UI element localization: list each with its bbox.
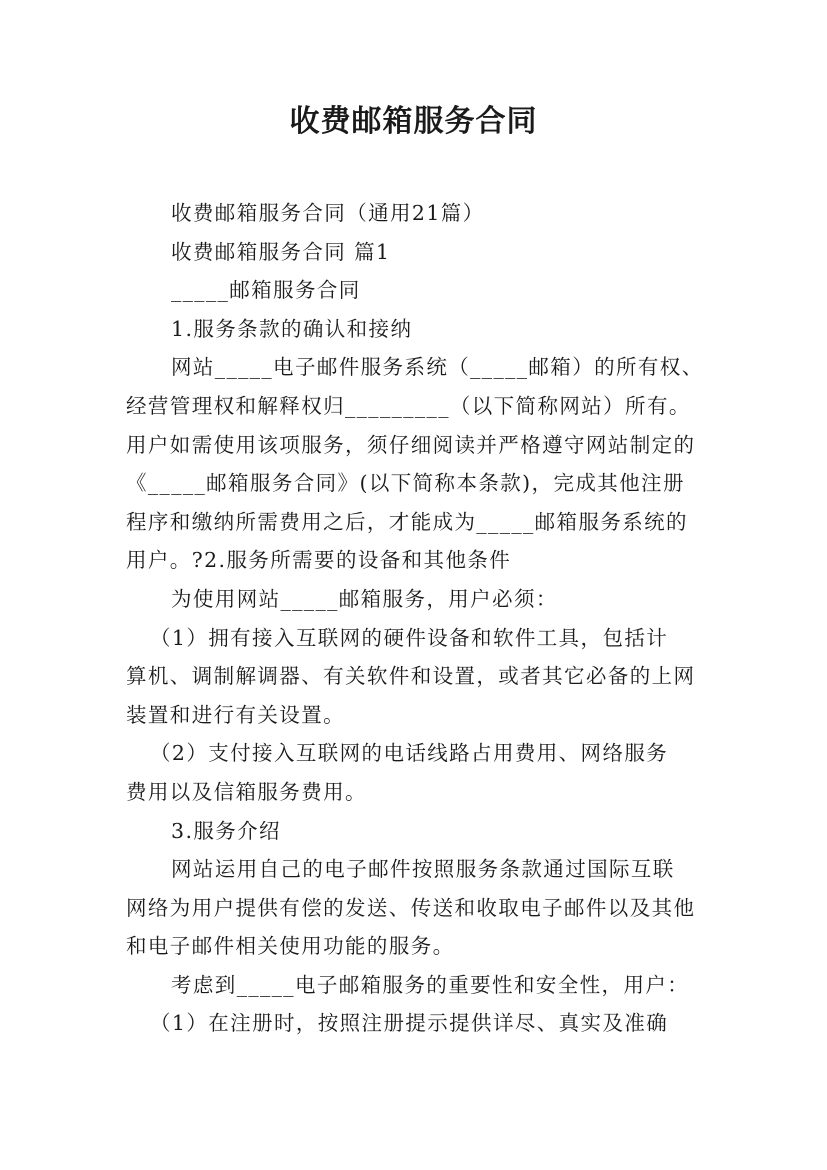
section-heading: 3.服务介绍: [171, 818, 281, 843]
paragraph-line: 经营管理权和解释权归_________（以下简称网站）所有。: [126, 393, 691, 418]
paragraph-line: 网站运用自己的电子邮件按照服务条款通过国际互联: [171, 857, 675, 882]
paragraph-line: （1）拥有接入互联网的硬件设备和软件工具，包括计: [150, 625, 669, 650]
paragraph-line: 装置和进行有关设置。: [126, 702, 345, 727]
paragraph-line: 网络为用户提供有偿的发送、传送和收取电子邮件以及其他: [126, 895, 696, 920]
paragraph-line: 程序和缴纳所需费用之后，才能成为_____邮箱服务系统的: [126, 509, 688, 534]
paragraph-line: _____邮箱服务合同: [171, 278, 361, 303]
paragraph-line: 用户。?2.服务所需要的设备和其他条件: [126, 548, 512, 573]
paragraph-line: 为使用网站_____邮箱服务，用户必须：: [171, 586, 558, 611]
paragraph-line: （2）支付接入互联网的电话线路占用费用、网络服务: [150, 741, 669, 766]
paragraph-line: 收费邮箱服务合同 篇1: [171, 239, 391, 264]
section-heading: 1.服务条款的确认和接纳: [171, 316, 413, 341]
paragraph-line: （1）在注册时，按照注册提示提供详尽、真实及准确: [150, 1011, 669, 1036]
paragraph-line: 费用以及信箱服务费用。: [126, 779, 367, 804]
document-title: 收费邮箱服务合同: [289, 104, 538, 139]
paragraph-line: 《_____邮箱服务合同》(以下简称本条款)，完成其他注册: [126, 471, 685, 496]
paragraph-line: 和电子邮件相关使用功能的服务。: [126, 934, 455, 959]
paragraph-line: 用户如需使用该项服务，须仔细阅读并严格遵守网站制定的: [126, 432, 696, 457]
paragraph-line: 考虑到_____电子邮箱服务的重要性和安全性，用户：: [171, 972, 690, 997]
paragraph-line: 算机、调制解调器、有关软件和设置，或者其它必备的上网: [126, 664, 696, 689]
document-body: [126, 194, 706, 1043]
paragraph-line: 网站_____电子邮件服务系统（_____邮箱）的所有权、: [171, 355, 704, 380]
paragraph-line: 收费邮箱服务合同（通用21篇）: [171, 201, 485, 225]
